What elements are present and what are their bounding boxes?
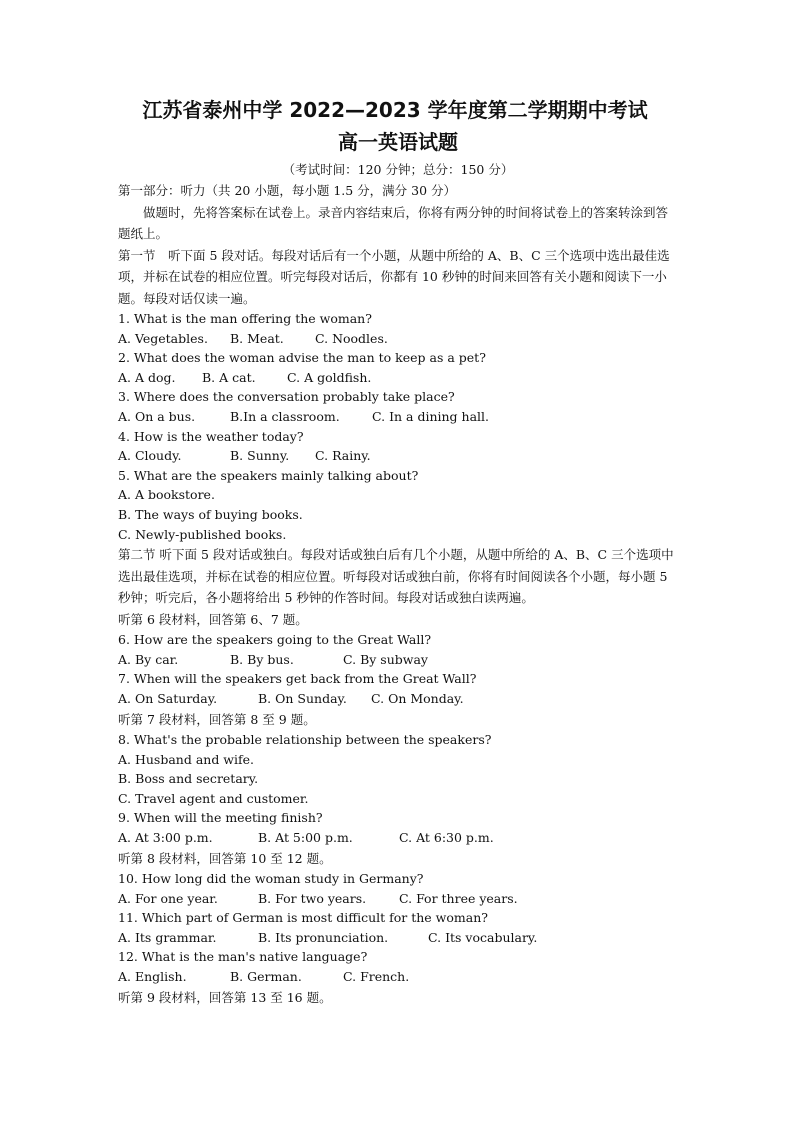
option-b: B. Its pronunciation. — [258, 929, 389, 945]
option-b: B. Boss and secretary. — [118, 771, 259, 787]
option-b: B. On Sunday. — [258, 690, 347, 706]
exam-subject-title: 高一英语试题 — [338, 130, 458, 154]
option-a: A. Vegetables. — [118, 330, 208, 346]
material-heading: 听第 7 段材料，回答第 8 至 9 题。 — [118, 711, 316, 727]
option-c: C. A goldfish. — [287, 369, 372, 385]
option-a: A. A dog. — [118, 369, 176, 385]
question-stem: 2. What does the woman advise the man to keep as a pet? — [118, 350, 486, 366]
question-stem: 7. When will the speakers get back from the Great Wall? — [118, 671, 477, 687]
part1-instruction: 做题时，先将答案标在试卷上。录音内容结束后，你将有两分钟的时间将试卷上的答案转涂到答题纸上。 — [118, 204, 669, 241]
option-b: B. For two years. — [258, 890, 367, 906]
question-stem: 3. Where does the conversation probably take place? — [118, 389, 455, 405]
material-heading: 听第 9 段材料，回答第 13 至 16 题。 — [118, 989, 332, 1005]
question-stem: 9. When will the meeting finish? — [118, 810, 323, 826]
question-options — [118, 828, 678, 848]
option-a: A. For one year. — [118, 890, 218, 906]
question-options — [118, 928, 678, 948]
question-stem: 1. What is the man offering the woman? — [118, 311, 372, 326]
option-a: A. On a bus. — [118, 408, 196, 424]
question-options — [118, 967, 678, 987]
option-a: A. Husband and wife. — [118, 751, 254, 767]
question-options — [118, 329, 678, 349]
question-stem: 8. What's the probable relationship between the speakers? — [118, 732, 492, 747]
option-b: B. At 5:00 p.m. — [258, 829, 353, 845]
section2-instruction: 第二节 听下面 5 段对话或独白。每段对话或独白后有几个小题，从题中所给的 A、B、C 三个选项中选出最佳选项，并标在试卷的相应位置。听每段对话或独白前，你将有时间阅读各个小题，每小题 5 秒钟；听完后，各小题将给出 5 秒钟的作答时间。每段对话或独白读两遍。 — [118, 547, 674, 606]
question-stem: 5. What are the speakers mainly talking about? — [118, 467, 419, 483]
option-c: C. Noodles. — [315, 330, 388, 346]
question-stem: 10. How long did the woman study in Germany? — [118, 871, 424, 887]
option-c: C. For three years. — [399, 890, 518, 906]
option-a: A. Cloudy. — [118, 448, 182, 464]
question-options — [118, 368, 678, 388]
option-c: C. Travel agent and customer. — [118, 790, 309, 806]
option-c: C. In a dining hall. — [372, 408, 489, 424]
option-c: C. Its vocabulary. — [428, 929, 538, 945]
option-c: C. At 6:30 p.m. — [399, 829, 494, 845]
option-a: A. Its grammar. — [118, 929, 217, 945]
question-options — [118, 889, 678, 909]
question-stem: 6. How are the speakers going to the Great Wall? — [118, 632, 432, 648]
option-b: B. A cat. — [202, 369, 256, 385]
exam-page — [118, 96, 678, 1008]
option-a: A. On Saturday. — [118, 690, 218, 706]
question-options — [118, 446, 678, 466]
question-options — [118, 650, 678, 670]
question-stem: 11. Which part of German is most difficult for the woman? — [118, 910, 488, 926]
option-a: A. English. — [118, 969, 187, 985]
material-heading: 听第 6 段材料，回答第 6、7 题。 — [118, 611, 308, 627]
material-heading: 听第 8 段材料，回答第 10 至 12 题。 — [118, 850, 332, 866]
option-b: B. The ways of buying books. — [118, 506, 303, 522]
question-options — [118, 407, 678, 427]
option-c: C. On Monday. — [371, 690, 464, 706]
part1-heading: 第一部分：听力（共 20 小题，每小题 1.5 分，满分 30 分） — [118, 183, 457, 198]
question-stem: 12. What is the man's native language? — [118, 949, 368, 965]
option-a: A. By car. — [118, 651, 179, 667]
option-b: B. German. — [230, 969, 302, 985]
option-c: C. Rainy. — [315, 448, 371, 464]
option-a: A. A bookstore. — [118, 487, 215, 503]
exam-info: （考试时间：120 分钟；总分：150 分） — [282, 162, 514, 177]
option-c: C. French. — [343, 969, 410, 985]
section1-instruction: 第一节 听下面 5 段对话。每段对话后有一个小题，从题中所给的 A、B、C 三个选项中选出最佳选项，并标在试卷的相应位置。听完每段对话后，你都有 10 秒钟的时间来回答有关小题和阅读下一小题。每段对话仅读一遍。 — [118, 247, 670, 306]
option-a: A. At 3:00 p.m. — [118, 829, 213, 845]
option-b: B. By bus. — [230, 651, 294, 667]
exam-title: 江苏省泰州中学 2022—2023 学年度第二学期期中考试 — [142, 98, 648, 122]
option-c: C. Newly-published books. — [118, 526, 287, 542]
question-options — [118, 689, 678, 709]
option-b: B. Meat. — [230, 330, 284, 346]
option-b: B.In a classroom. — [230, 408, 340, 424]
option-b: B. Sunny. — [230, 448, 290, 464]
option-c: C. By subway — [343, 651, 428, 667]
question-stem: 4. How is the weather today? — [118, 428, 304, 444]
